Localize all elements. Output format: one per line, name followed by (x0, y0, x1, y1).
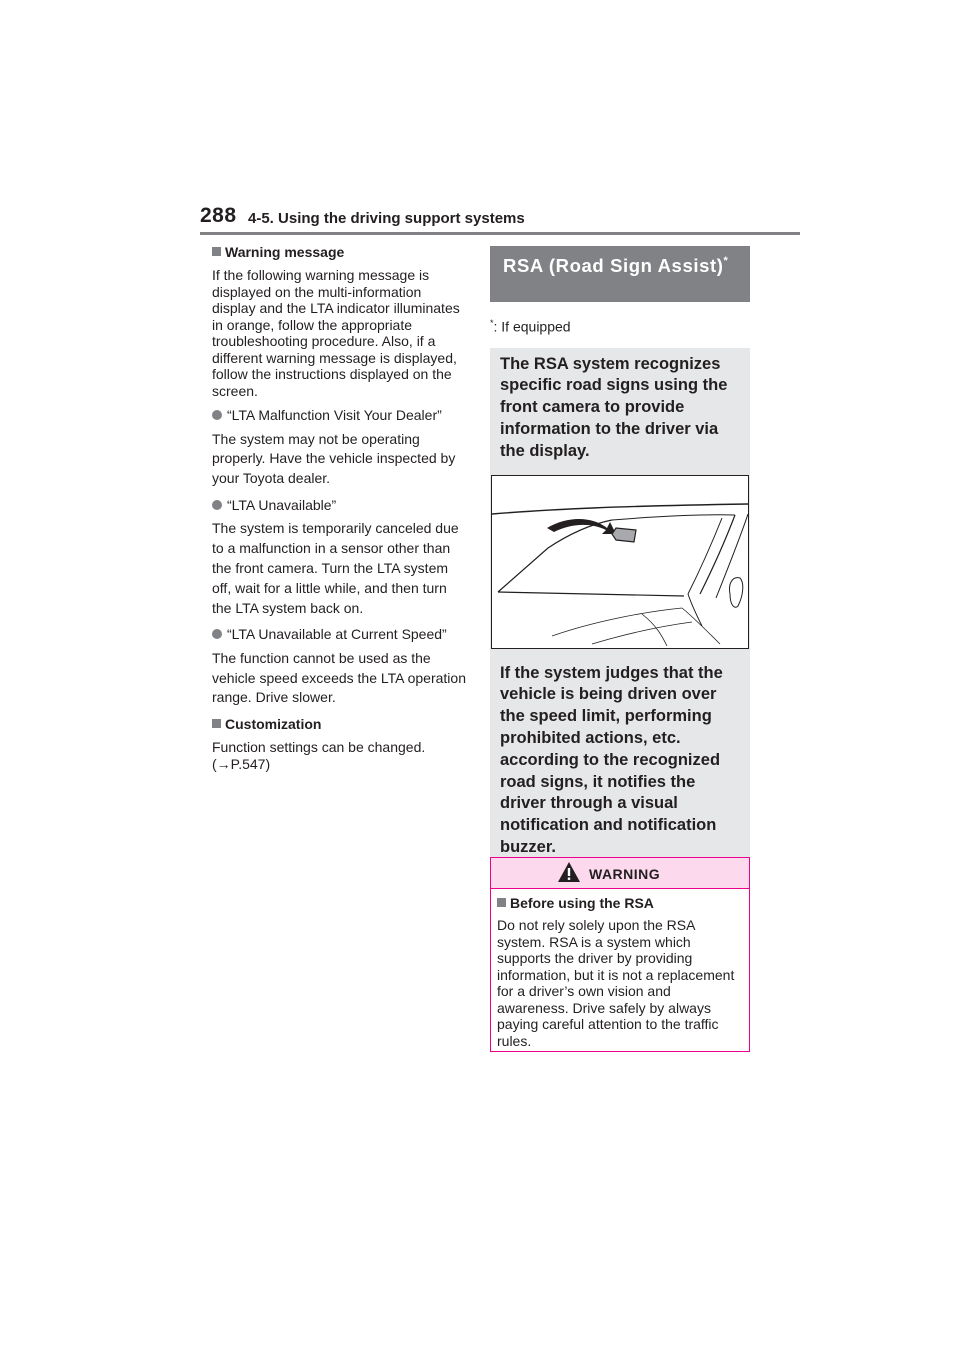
customization-description: Function settings can be changed. (212, 739, 426, 756)
windshield-top-edge (492, 504, 748, 514)
bullet-item (212, 497, 467, 514)
square-bullet-icon (212, 719, 221, 728)
hood-line-3 (682, 608, 720, 644)
footnote-marker: * (723, 255, 729, 267)
customization-heading (212, 716, 467, 733)
warning-label: WARNING (589, 866, 661, 882)
bullet-label: “LTA Unavailable at Current Speed” (227, 626, 447, 643)
left-column (212, 244, 467, 772)
footnote-marker: * (490, 318, 494, 328)
warning-heading (497, 895, 743, 912)
square-bullet-icon (497, 898, 506, 907)
footnote (490, 315, 750, 335)
bullet-item (212, 626, 467, 643)
warning-box (490, 857, 750, 1052)
warning-text: Do not rely solely upon the RSA system. RSA is a system which supports the driver by providing information, but it is not a replacement for a driver’s own vision and awareness. Drive safely by always paying careful attention to the traffic rules. (497, 917, 735, 1049)
warning-heading-text: Before using the RSA (510, 895, 654, 911)
rsa-title-text: RSA (Road Sign Assist) (503, 255, 724, 276)
bullet-item (212, 407, 467, 424)
warning-triangle-icon (557, 861, 581, 883)
warning-body (491, 889, 749, 1049)
bullet-label: “LTA Malfunction Visit Your Dealer” (227, 407, 442, 423)
warning-message-intro: If the following warning message is displayed on the multi-information display and the LTA indicator illuminates in orange, follow the appropriate troubleshooting procedure. Also, if a different warning message is displayed, follow the instructions displayed on the screen. (212, 267, 460, 399)
header-rule (200, 232, 800, 235)
round-bullet-icon (212, 629, 222, 639)
overview-box (490, 348, 750, 869)
rsa-section-title (490, 246, 750, 302)
dashboard-line (688, 594, 702, 626)
a-pillar (700, 515, 735, 594)
side-mirror (729, 577, 742, 607)
windshield-camera-illustration (491, 475, 749, 649)
overview-explanation: If the system judges that the vehicle is being driven over the speed limit, performing prohibited actions, etc. according to the recognized road signs, it notifies the driver through a visual notification and notification buzzer. (500, 663, 723, 857)
right-column (490, 246, 750, 869)
page-header (200, 204, 800, 234)
bullet-description: The system may not be operating properly. Have the vehicle inspected by your Toyota dealer. (212, 430, 456, 487)
customization-text (212, 739, 467, 772)
section-title: 4-5. Using the driving support systems (248, 210, 525, 227)
page-reference-link[interactable]: (→P.547) (212, 755, 271, 772)
overview-intro: The RSA system recognizes specific road signs using the front camera to provide information to the driver via the display. (500, 354, 728, 460)
hood-line-2 (592, 622, 692, 644)
windshield-bottom-edge (498, 592, 684, 596)
customization-heading-text: Customization (225, 716, 322, 733)
bullet-description: The system is temporarily canceled due to a malfunction in a sensor other than the front camera. Turn the LTA system off, wait for a little while, and then turn the LTA system back on. (212, 520, 459, 616)
front-camera (612, 528, 636, 542)
bullet-label: “LTA Unavailable” (227, 496, 337, 513)
warning-header (491, 858, 749, 889)
warning-message-heading-text: Warning message (225, 244, 345, 260)
page-number: 288 (200, 204, 237, 227)
round-bullet-icon (212, 410, 222, 420)
warning-message-heading (212, 244, 467, 261)
footnote-text: : If equipped (493, 318, 571, 335)
windshield-inner-top (612, 514, 735, 519)
round-bullet-icon (212, 500, 222, 510)
hood-line-1 (552, 608, 682, 636)
bullet-description: The function cannot be used as the vehicle speed exceeds the LTA operation range. Drive slower. (212, 649, 466, 706)
square-bullet-icon (212, 247, 221, 256)
